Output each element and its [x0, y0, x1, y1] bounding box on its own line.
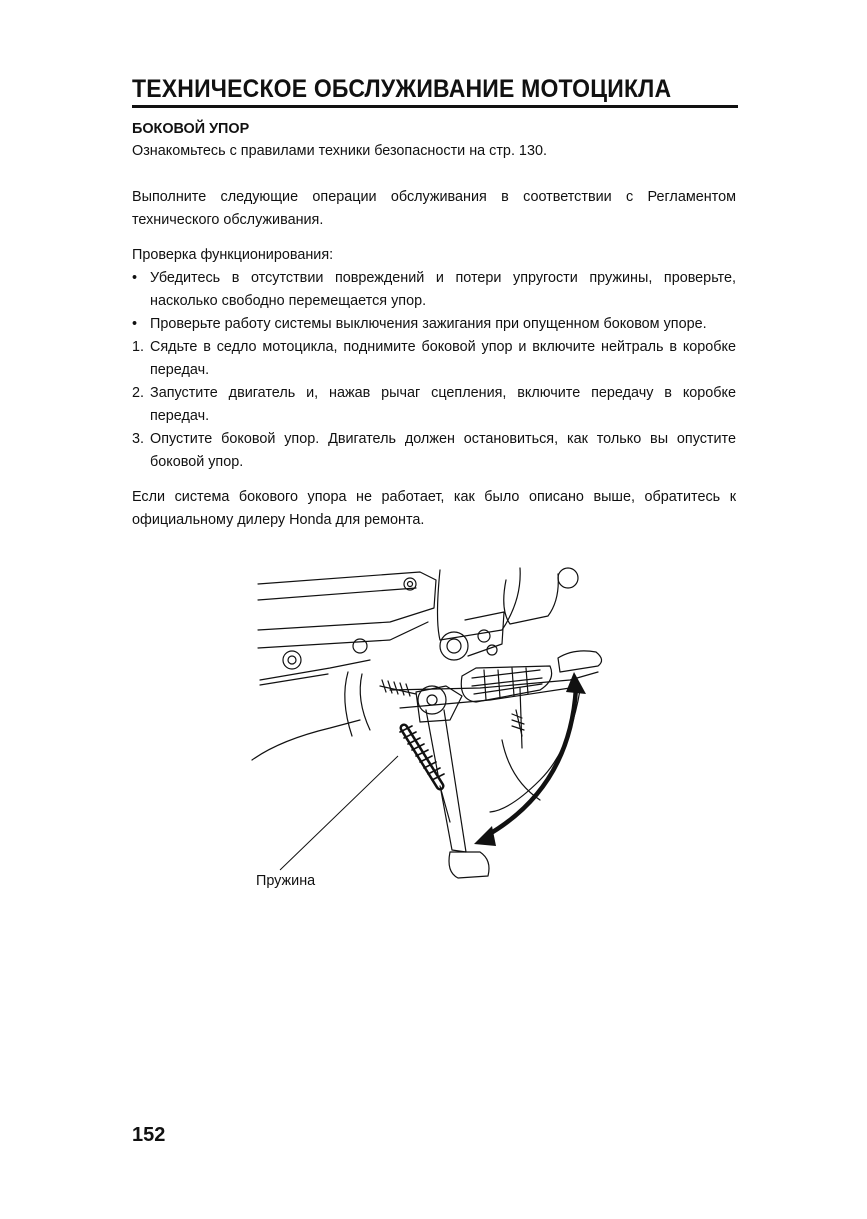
step-item [132, 428, 736, 474]
step-number: 3. [132, 431, 145, 447]
figure-caption: Пружина [256, 873, 316, 889]
arrow-head-down [474, 826, 496, 846]
engine-case [438, 568, 521, 640]
title-rule [132, 105, 738, 108]
step-text: Запустите двигатель и, нажав рычаг сцепления, включите передачу в коробке передач. [150, 385, 736, 424]
check-list [132, 267, 736, 474]
bullet-marker: • [132, 316, 138, 332]
page-title: ТЕХНИЧЕСКОЕ ОБСЛУЖИВАНИЕ МОТОЦИКЛА [132, 75, 672, 103]
schedule-note: Выполните следующие операции обслуживания в соответствии с Регламентом технического обслуживания. [132, 189, 736, 228]
leader-line [280, 756, 398, 870]
bullet-marker: • [132, 270, 138, 286]
safety-note: Ознакомьтесь с правилами техники безопасности на стр. 130. [132, 143, 547, 159]
section-title: БОКОВОЙ УПОР [132, 121, 250, 137]
step-item [132, 336, 736, 382]
bullet-item [132, 313, 736, 336]
step-item [132, 382, 736, 428]
side-stand-illustration [240, 560, 620, 900]
step-number: 1. [132, 339, 145, 355]
step-number: 2. [132, 385, 145, 401]
stand-spring [400, 726, 444, 786]
stand-foot [449, 852, 489, 878]
dealer-note: Если система бокового упора не работает, как было описано выше, обратитесь к официальному дилеру Honda для ремонта. [132, 489, 736, 528]
check-heading: Проверка функционирования: [132, 247, 334, 263]
bolt-head [283, 651, 301, 669]
arrow-head-up [566, 672, 586, 694]
page-number: 152 [132, 1124, 166, 1146]
frame-edge [258, 622, 428, 648]
bullet-text: Убедитесь в отсутствии повреждений и потери упругости пружины, проверьте, насколько свободно перемещается упор. [150, 270, 736, 309]
folded-stand [558, 651, 602, 672]
step-text: Опустите боковой упор. Двигатель должен остановиться, как только вы опустите боковой упор. [150, 431, 736, 470]
bullet-text: Проверьте работу системы выключения зажигания при опущенном боковом упоре. [150, 316, 707, 332]
motion-arrow [486, 688, 576, 836]
frame-panel [258, 572, 436, 630]
bullet-item [132, 267, 736, 313]
step-text: Сядьте в седло мотоцикла, поднимите боковой упор и включите нейтраль в коробке передач. [150, 339, 736, 378]
